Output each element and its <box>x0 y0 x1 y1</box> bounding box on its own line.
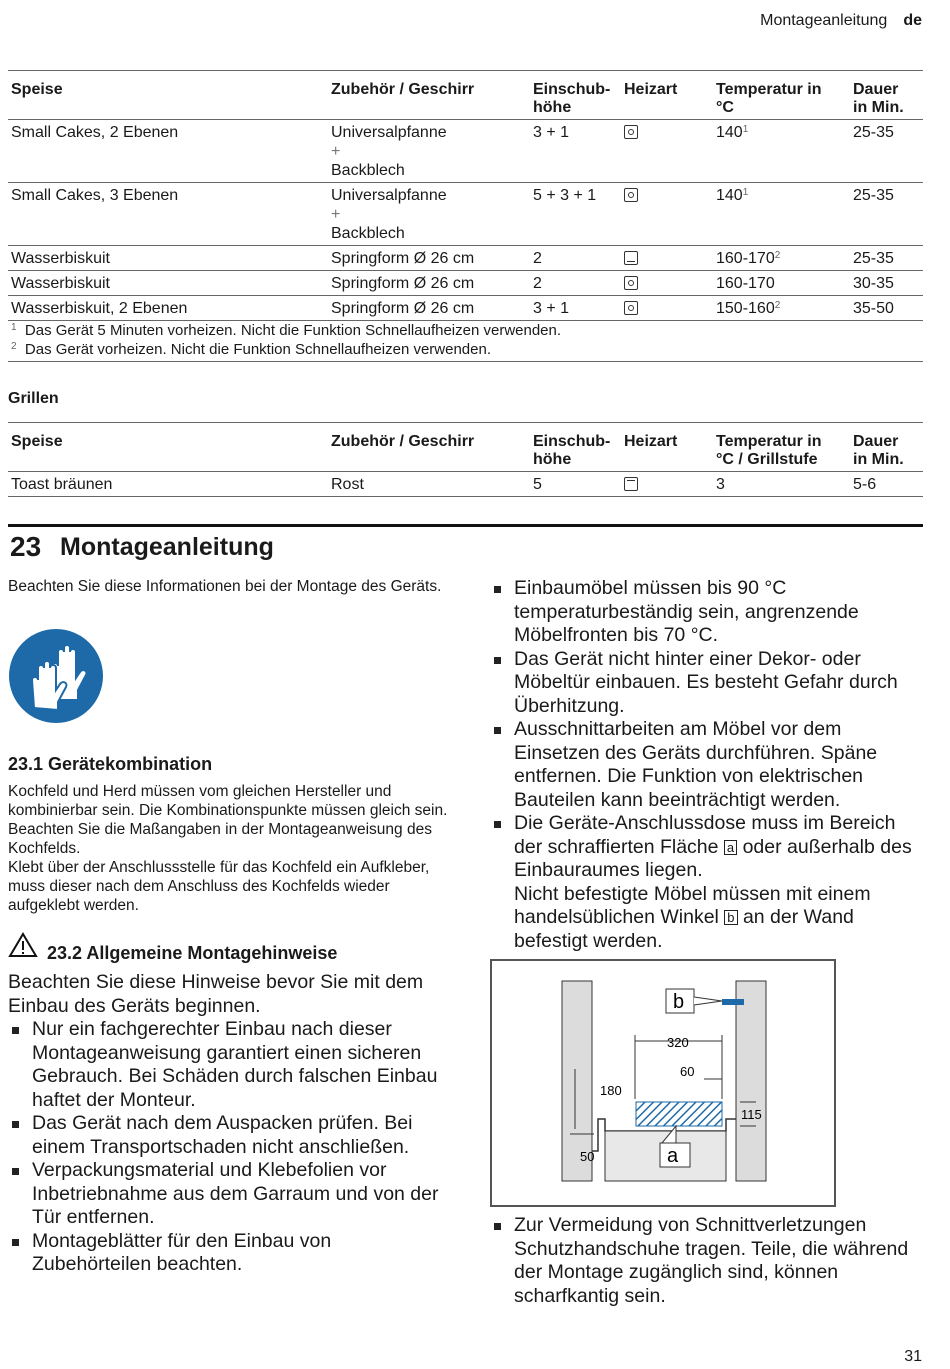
footnote: $^1$ Das Gerät 5 Minuten vorheizen. Nicht die Funktion Schnellaufheizen verwenden. <box>11 322 562 339</box>
table-row: Wasserbiskuit, 2 Ebenen Springform Ø 26 cm 3 + 1 $150-160^2$ 35-50 <box>8 296 923 321</box>
chapter-rule <box>8 524 923 527</box>
list-item: Montageblätter für den Einbau von Zubehörteilen beachten. <box>8 1230 448 1277</box>
header-lang: de <box>903 12 922 29</box>
chapter-title: Montageanleitung <box>60 533 274 561</box>
dim-320: 320 <box>667 1035 689 1050</box>
baking-table <box>8 70 923 362</box>
list-item: Das Gerät nicht hinter einer Dekor- oder Möbeltür einbauen. Es besteht Gefahr durch Überhitzung. <box>490 648 920 719</box>
col-temp: Temperatur in °C <box>713 71 850 120</box>
dim-180: 180 <box>600 1083 622 1098</box>
hot-air-icon <box>624 188 638 202</box>
grill-table: Speise Zubehör / Geschirr Einschub- höhe Heizart Temperatur in °C / Grillstufe Dauer in Min. Toast bräunen Rost 5 3 5-6 <box>8 422 923 497</box>
label-a: a <box>667 1145 679 1167</box>
table-row: Wasserbiskuit Springform Ø 26 cm 2 $160-170^2$ 25-35 <box>8 246 923 271</box>
col-zubehoer: Zubehör / Geschirr <box>328 71 530 120</box>
dim-60: 60 <box>680 1064 695 1079</box>
top-bottom-heat-icon <box>624 251 638 265</box>
header-section: Montageanleitung <box>760 12 888 29</box>
warning-icon <box>8 931 38 959</box>
installation-diagram <box>490 959 836 1207</box>
dim-50: 50 <box>580 1149 595 1164</box>
col-dauer: Dauer in Min. <box>850 71 923 120</box>
col-einschub: Einschub- höhe <box>530 71 621 120</box>
section-23-2-body: Beachten Sie diese Hinweise bevor Sie mit dem Einbau des Geräts beginnen. Nur ein fachgerechter Einbau nach dieser Montageanweisung garantiert einen sicheren Gebrauch. Bei Schäden durch falschen Einbau haftet der Monteur. Das Gerät nach dem Auspacken prüfen. Bei einem Transportschaden nicht anschließen. Verpackungsmaterial und Klebefolien vor Inbetriebnahme aus dem Garraum und von der Tür entfernen. Montageblätter für den Einbau von Zubehörteilen beachten. <box>8 971 448 1277</box>
page-number: 31 <box>904 1348 922 1365</box>
list-item: Ausschnittarbeiten am Möbel vor dem Einsetzen des Geräts durchführen. Späne entfernen. Die Funktion von elektrischen Bauteilen kann beeinträchtigt werden. <box>490 718 920 812</box>
list-item: Einbaumöbel müssen bis 90 °C temperaturbeständig sein, angrenzende Möbelfronten bis 70 °C. <box>490 577 920 648</box>
gloves-icon <box>8 628 104 724</box>
intro-text: Beachten Sie diese Informationen bei der Montage des Geräts. <box>8 578 442 595</box>
list-item: Zur Vermeidung von Schnittverletzungen Schutzhandschuhe tragen. Teile, die während der Montage zugänglich sind, können scharfkantig sein. <box>490 1214 920 1308</box>
col-speise: Speise <box>8 71 328 120</box>
footnote: $^2$ Das Gerät vorheizen. Nicht die Funktion Schnellaufheizen verwenden. <box>8 340 923 362</box>
label-b: b <box>673 991 685 1013</box>
chapter-number: 23 <box>10 531 42 562</box>
table-row: Small Cakes, 3 Ebenen Universalpfanne + Backblech 5 + 3 + 1 $140^1$ 25-35 <box>8 183 923 246</box>
list-item: Verpackungsmaterial und Klebefolien vor Inbetriebnahme aus dem Garraum und von der Tür entfernen. <box>8 1159 448 1230</box>
list-item: Das Gerät nach dem Auspacken prüfen. Bei einem Transportschaden nicht anschließen. <box>8 1112 448 1159</box>
gloves-note <box>490 1214 920 1308</box>
table-row: Small Cakes, 2 Ebenen Universalpfanne + Backblech 3 + 1 $140^1$ 25-35 <box>8 120 923 183</box>
list-item: Die Geräte-Anschlussdose muss im Bereich der schraffierten Fläche a oder außerhalb des Einbauraumes liegen. Nicht befestigte Möbel müssen mit einem handelsüblichen Winkel b an der Wand befestigt werden. <box>490 812 920 953</box>
hot-air-icon <box>624 125 638 139</box>
table-row: Toast bräunen Rost 5 3 5-6 <box>8 472 923 497</box>
dim-115: 115 <box>741 1107 762 1122</box>
section-23-2-title: 23.2 Allgemeine Montagehinweise <box>47 943 338 963</box>
grill-heading: Grillen <box>8 390 59 407</box>
section-23-1-body: Kochfeld und Herd müssen vom gleichen Hersteller und kombinierbar sein. Die Kombinationspunkte müssen gleich sein. Beachten Sie die Maßangaben in der Montageanweisung des Kochfelds. Klebt über der Anschlussstelle für das Kochfeld ein Aufkleber, muss dieser nach dem Anschluss des Kochfelds wieder aufgeklebt werden. <box>8 783 448 914</box>
hot-air-icon <box>624 276 638 290</box>
table-row: Wasserbiskuit Springform Ø 26 cm 2 160-170 30-35 <box>8 271 923 296</box>
section-23-1-title: 23.1 Gerätekombination <box>8 754 213 774</box>
col-heizart: Heizart <box>621 71 713 120</box>
list-item: Nur ein fachgerechter Einbau nach dieser Montageanweisung garantiert einen sicheren Gebrauch. Bei Schäden durch falschen Einbau haftet der Monteur. <box>8 1018 448 1112</box>
hot-air-icon <box>624 301 638 315</box>
grill-icon <box>624 477 638 491</box>
page-header <box>760 12 922 30</box>
right-column-list <box>490 577 920 953</box>
